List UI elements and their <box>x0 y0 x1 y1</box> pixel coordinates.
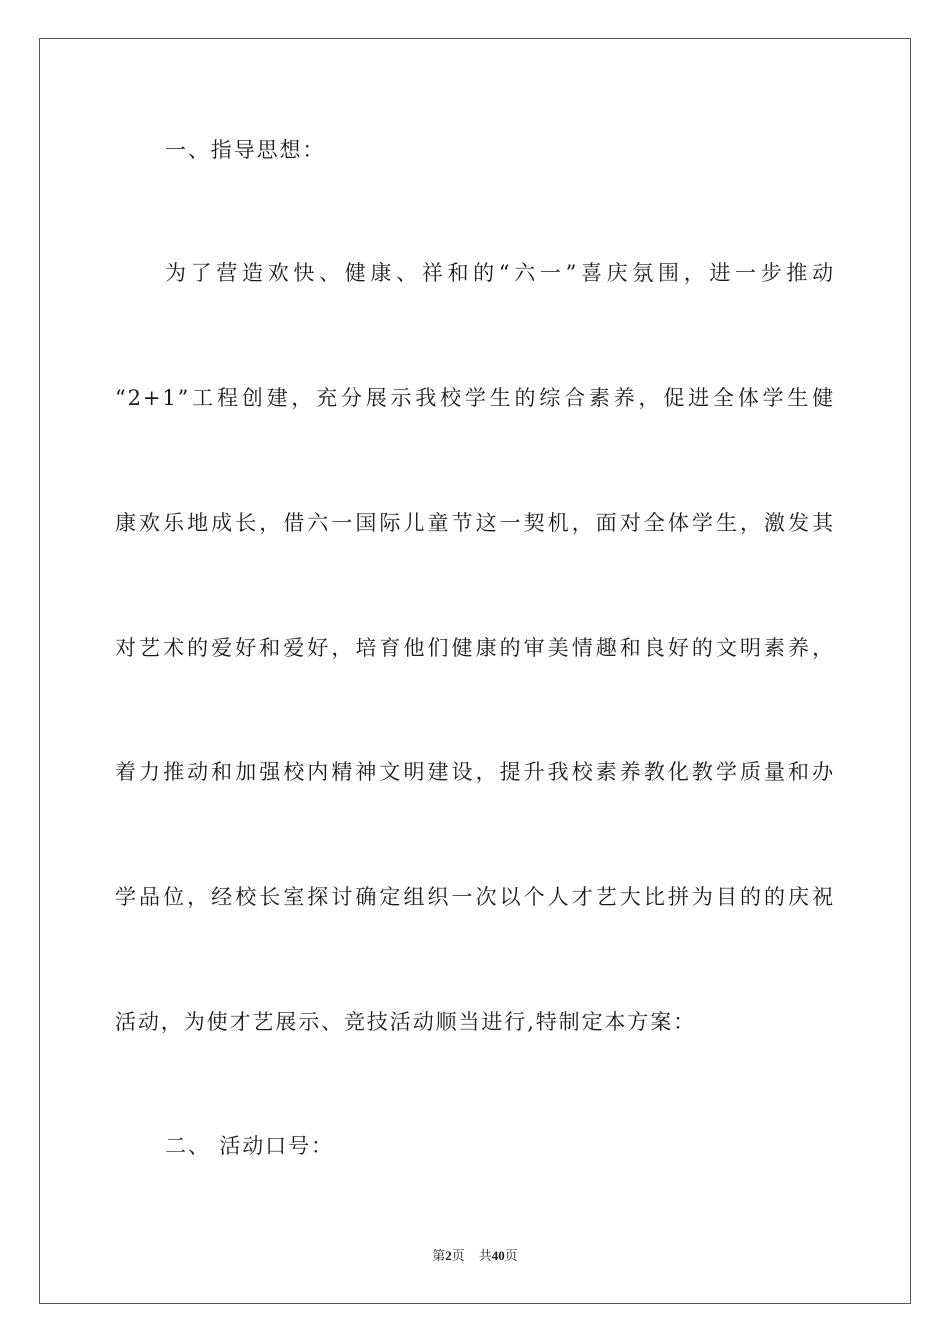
paragraph-line-4: 对艺术的爱好和爱好，培育他们健康的审美情趣和良好的文明素养， <box>115 636 835 660</box>
paragraph-line-1: 为了营造欢快、健康、祥和的“六一”喜庆氛围，进一步推动 <box>165 261 835 285</box>
page-suffix: 页 <box>451 1248 465 1263</box>
section-heading-guiding-ideology: 一、指导思想： <box>165 138 326 162</box>
paragraph-line-2: “2+1”工程创建，充分展示我校学生的综合素养，促进全体学生健 <box>115 386 835 410</box>
page-prefix: 第 <box>432 1248 446 1263</box>
paragraph-line-6: 学品位，经校长室探讨确定组织一次以个人才艺大比拼为目的的庆祝 <box>115 885 835 909</box>
paragraph-line-3: 康欢乐地成长，借六一国际儿童节这一契机，面对全体学生，激发其 <box>115 511 835 535</box>
current-page-number: 2 <box>445 1248 452 1263</box>
paragraph-line-5: 着力推动和加强校内精神文明建设，提升我校素养教化教学质量和办 <box>115 760 835 784</box>
paragraph-line-7: 活动，为使才艺展示、竞技活动顺当进行,特制定本方案： <box>115 1010 697 1034</box>
page-footer <box>0 1247 950 1265</box>
total-prefix: 共 <box>478 1248 492 1263</box>
total-suffix: 页 <box>504 1248 518 1263</box>
page-border <box>39 38 911 1304</box>
section-heading-activity-slogan: 二、 活动口号： <box>165 1134 334 1158</box>
total-pages-number: 40 <box>491 1248 505 1263</box>
